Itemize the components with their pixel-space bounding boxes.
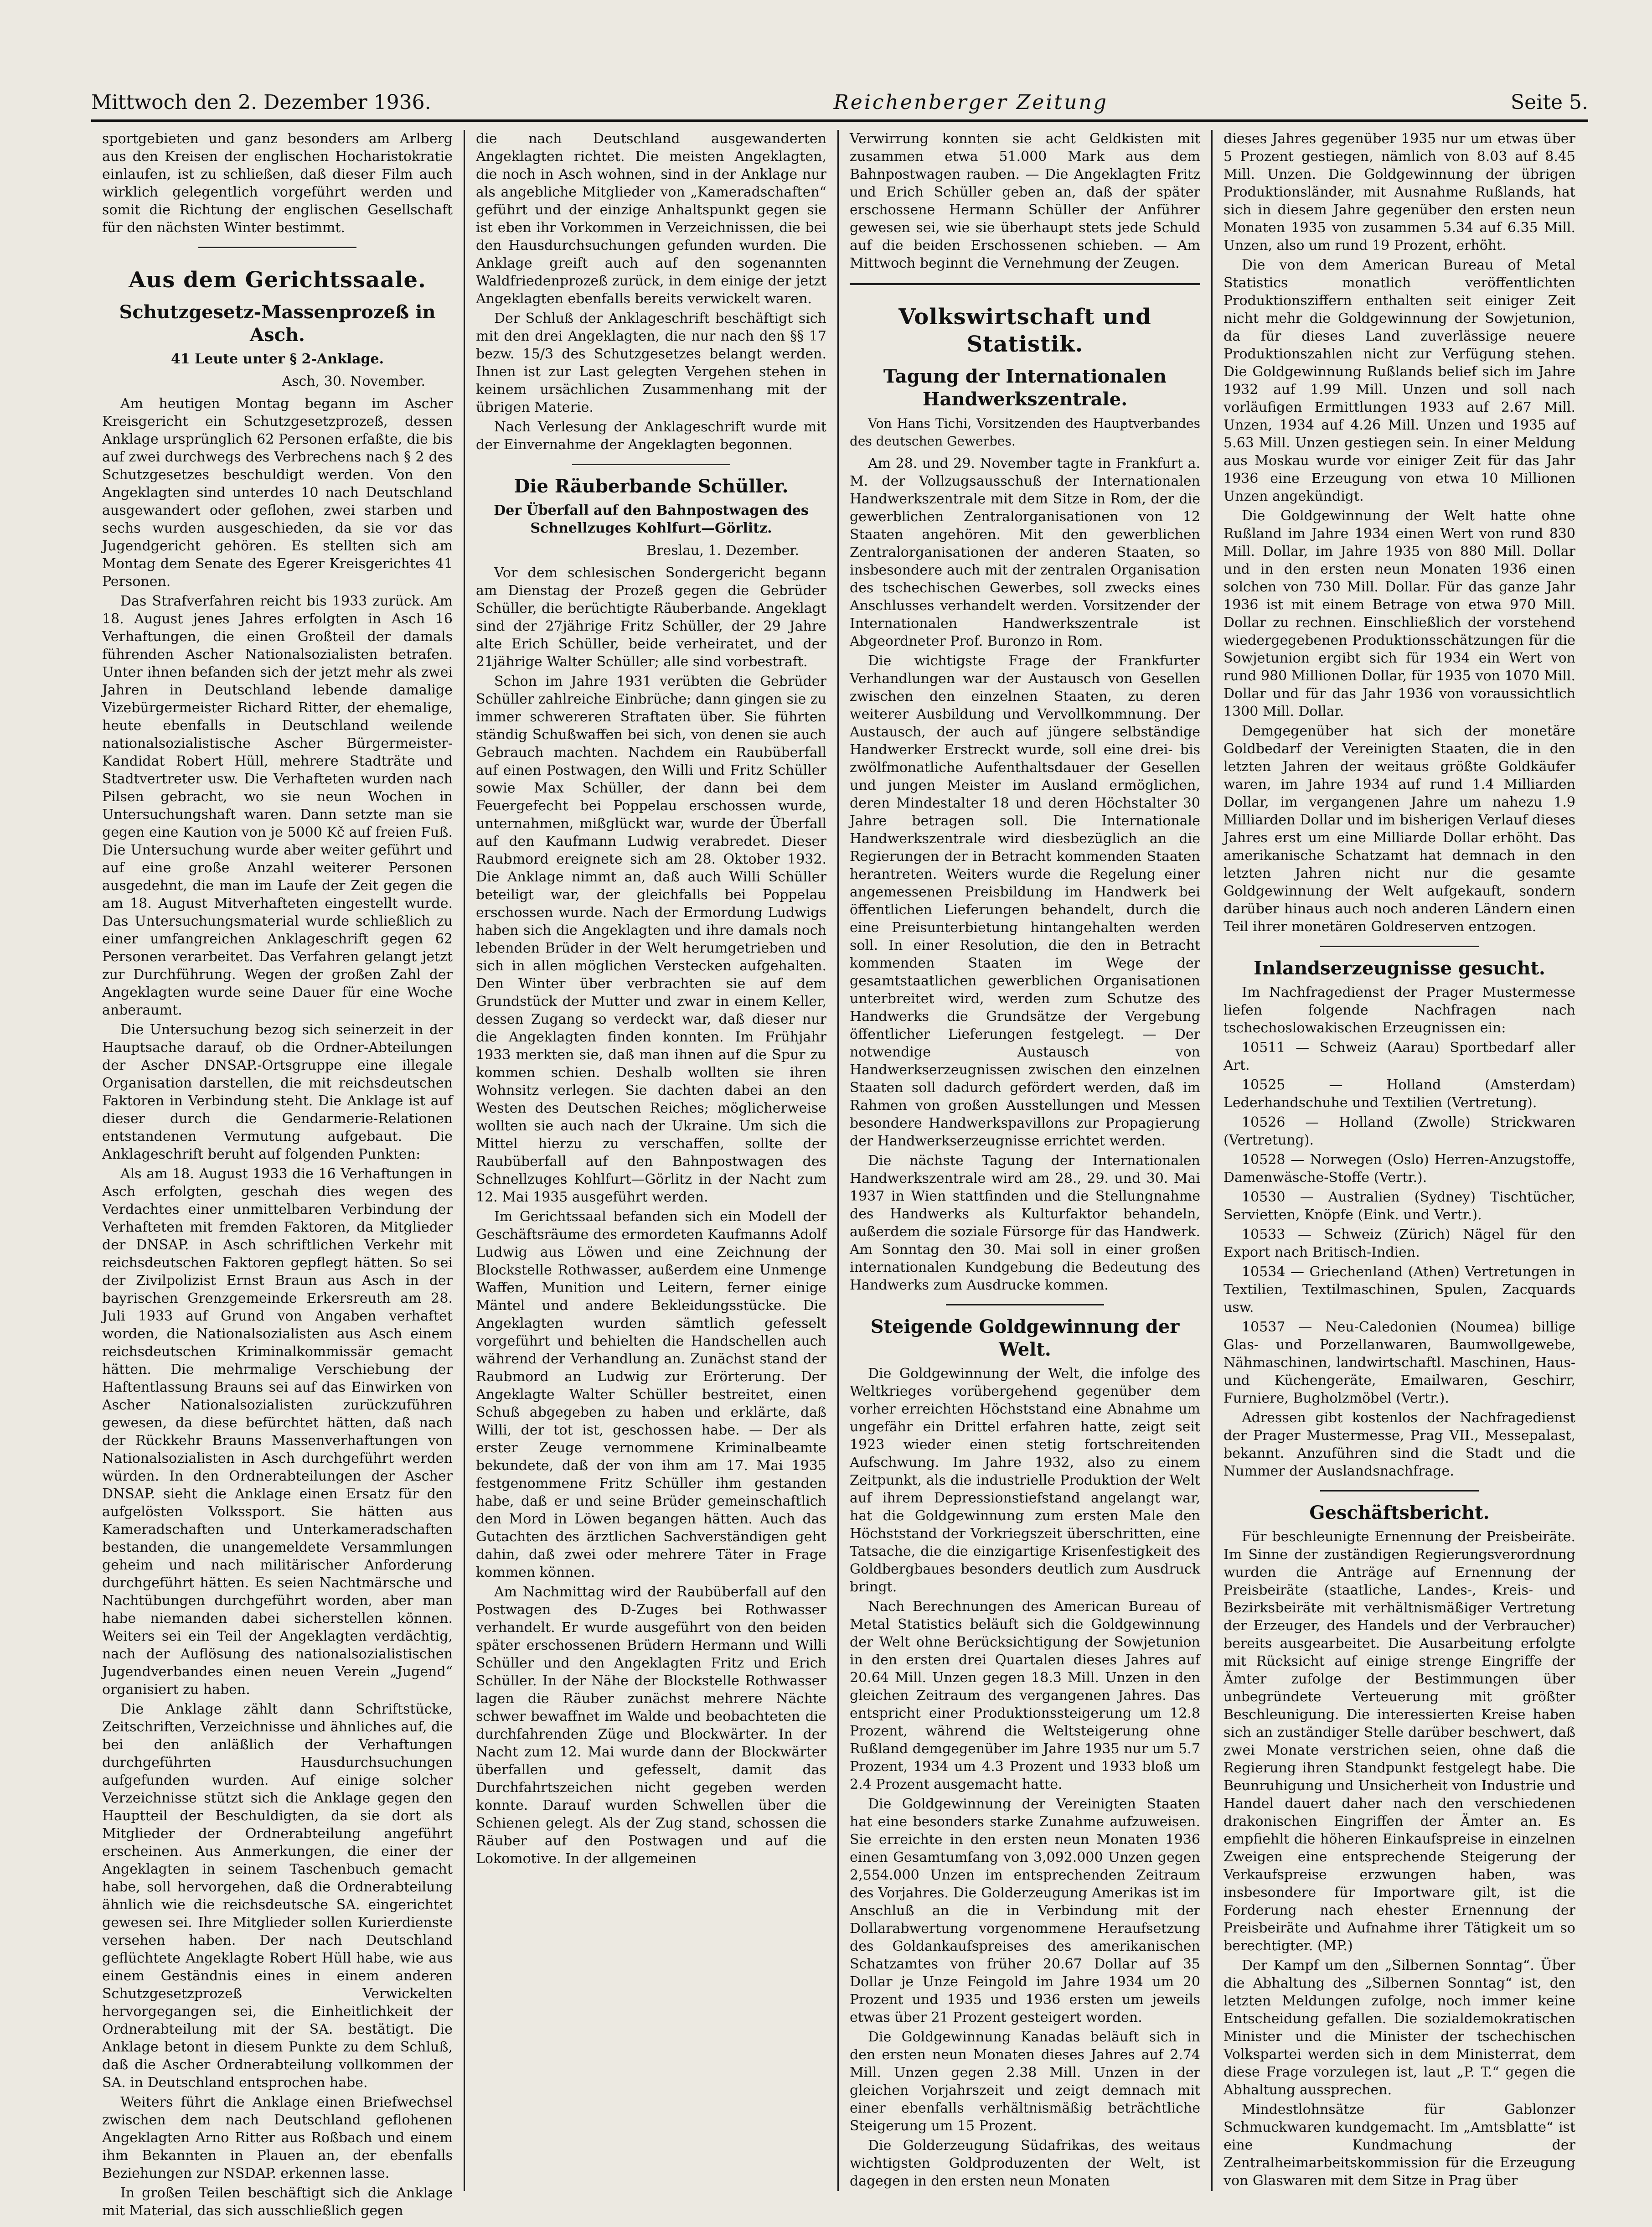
list-item: 10537 — Neu-Caledonien (Noumea) billige Glas- und Porzellanwaren, Baumwollgewebe, Nähmaschinen, landwirtschaftl. Maschinen, Haus- und Küchengeräte, Emailwaren, Geschirr, Furniere, Bugholzmöbel (Vertr.). (1224, 1319, 1575, 1406)
article-title: Geschäftsbericht. (1309, 1502, 1490, 1523)
dateline: Breslau, 1. Dezember. (646, 543, 799, 559)
paragraph: Als am 18. August 1933 die 16 Verhaftungen in Asch erfolgten, geschah dies wegen des Verdachtes einer unmittelbaren Verbindung der Verhafteten mit fremden Faktoren, da Mitglieder der DNSAP. in Asch schriftlichen Verkehr mit reichsdeutschen Faktoren gepflegt hätten. So sei der Zivilpolizist Ernst Braun aus Asch in der bayrischen Grenzgemeinde Erkersreuth am 28. Juli 1933 auf Grund von Angaben verhaftet worden, die Nationalsozialisten aus Asch einem reichsdeutschen Kriminalkommissär gemacht hätten. Die mehrmalige Verschiebung der Haftentlassung Brauns sei auf das Einwirken von Ascher Nationalsozialisten zurückzuführen gewesen, da diese befürchtet hätten, daß nach der Rückkehr Brauns Massenverhaftungen von Nationalsozialisten in Asch durchgeführt werden würden. In den Ordnerabteilungen der Ascher DNSAP. sieht die Anklage einen Ersatz für den aufgelösten Volkssport. Sie hätten aus Kameradschaften und Unterkameradschaften bestanden, die unangemeldete Versammlungen geheim und nach militärischer Anforderung durchgeführt hätten. Es seien Nachtmärsche und Nachtübungen durchgeführt worden, aber man habe niemanden dabei sicherstellen können. Weiters sei ein Teil der Angeklagten verdächtig, nach der Auflösung des nationalsozialistischen Jugendverbandes einen neuen Verein „Jugend“ organisiert zu haben. (102, 1166, 453, 1698)
page-number: Seite 5. (1511, 91, 1588, 114)
divider (572, 464, 730, 465)
divider (1320, 946, 1478, 947)
header-date: Mittwoch den 2. Dezember 1936. (91, 91, 431, 114)
article-title: Steigende Goldgewinnung der Welt. (870, 1316, 1180, 1360)
paragraph: Nach Berechnungen des American Bureau of Metal Statistics beläuft sich die Goldgewinnung der Welt ohne Berücksichtigung der Sowjetunion in den ersten drei Quartalen dieses Jahres auf 20.64 Mill. Unzen gegen 18.3 Mill. Unzen in den gleichen Zeitraum des vergangenen Jahres. Das entspricht einer Produktionssteigerung um 12.8 Prozent, während die Weltsteigerung ohne Rußland demgegenüber im Jahre 1935 nur um 5.7 Prozent, 1934 um 4.3 Prozent und 1933 bloß um 2.4 Prozent ausgemacht hatte. (850, 1599, 1200, 1792)
list-item: 10525 — Holland (Amsterdam) Lederhandschuhe und Textilien (Vertretung). (1224, 1077, 1575, 1111)
newspaper-title: Reichenberger Zeitung (833, 91, 1108, 114)
section-heading: Aus dem Gerichtssaale. (129, 267, 426, 293)
paragraph: Weiters führt die Anklage einen Briefwechsel zwischen dem nach Deutschland geflohenen Angeklagten Arno Ritter aus Roßbach und einem ihm Bekannten in Plauen an, der ebenfalls Beziehungen zur NSDAP. erkennen lasse. (102, 2094, 453, 2181)
paragraph: Die von dem American Bureau of Metal Statistics monatlich veröffentlichten Produktionsziffern enthalten seit einiger Zeit nicht mehr die Goldgewinnung der Sowjetunion, da für dieses Land zuverlässige neuere Produktionszahlen nicht zur Verfügung stehen. Die Goldgewinnung Rußlands belief sich im Jahre 1932 auf 1.99 Mill. Unzen und soll nach vorläufigen Ermittlungen 1933 auf 2.67 Mill. Unzen, 1934 auf 4.26 Mill. Unzen und 1935 auf 5.63 Mill. Unzen gestiegen sein. In einer Meldung aus Moskau wurde vor einiger Zeit für das Jahr 1936 eine Erzeugung von etwa 10 Millionen Unzen angekündigt. (1224, 257, 1575, 504)
byline: Von Hans Tichi, Vorsitzenden des Hauptverbandes des deutschen Gewerbes. (850, 416, 1200, 449)
paragraph: Vor dem schlesischen Sondergericht begann am Dienstag der Prozeß gegen die Gebrüder Schüller, die berüchtigte Räuberbande. Angeklagt sind der 27jährige Fritz Schüller, der 29 Jahre alte Erich Schüller, beide verheiratet, und der 21jährige Walter Schüller; alle sind vorbestraft. (476, 565, 826, 670)
dateline: Asch, 30. November. (282, 373, 425, 389)
column-3 (839, 130, 1213, 2191)
paragraph: Am 28. und 29. November tagte in Frankfurt a. M. der Vollzugsausschuß der Internationalen Handwerkszentrale mit dem Sitze in Rom, der die gewerblichen Zentralorganisationen von 12 Staaten angehören. Mit den gewerblichen Zentralorganisationen der anderen Staaten, so insbesondere auch mit der zentralen Organisation des tschechischen Gewerbes, soll zwecks eines Anschlusses verhandelt werden. Vorsitzender der Internationalen Handwerkszentrale ist Abgeordneter Prof. Buronzo in Rom. (850, 456, 1200, 649)
paragraph: die nach Deutschland ausgewanderten Angeklagten richtet. Die meisten Angeklagten, die noch in Asch wohnen, sind in der Anklage nur als angebliche Mitglieder von „Kameradschaften“ geführt und der einzige Anhaltspunkt gegen sie ist eben ihr Vorkommen in Verzeichnissen, die bei den Hausdurchsuchungen gefunden wurden. Die Anklage greift auch auf den sogenannten Waldfriedenprozeß zurück, in dem einige der jetzt Angeklagten ebenfalls bereits verwickelt waren. (476, 131, 826, 307)
paragraph: Für beschleunigte Ernennung der Preisbeiräte. Im Sinne der zuständigen Regierungsverordnung wurden die Anträge auf Ernennung der Preisbeiräte (staatliche, Landes-, Kreis- und Bezirksbeiräte mit verhältnismäßiger Vertretung der Erzeuger, des Handels und der Verbraucher) bereits ausgearbeitet. Die Ausarbeitung erfolgte mit Rücksicht auf einige strenge Eingriffe der Ämter zufolge der Bestimmungen über unbegründete Verteuerung mit größter Beschleunigung. Die interessierten Kreise haben sich an zuständiger Stelle darüber beschwert, daß zwei Monate verstrichen seien, ohne daß die Regierung ihren Standpunkt festgelegt habe. Die Beunruhigung und Unsicherheit von Industrie und Handel dauert daher nach den verschiedenen drakonischen Eingriffen der Ämter an. Es empfiehlt die höheren Einkaufspreise in einzelnen Zweigen eine entsprechende Steigerung der Verkaufspreise erzwungen haben, was insbesondere für Importware gilt, ist die Forderung nach ehester Ernennung der Preisbeiräte und Aufnahme ihrer Tätigkeit um so berechtigter. (MP.) (1224, 1529, 1575, 1954)
section-heading: Volkswirtschaft und Statistik. (898, 304, 1151, 357)
column-4 (1213, 130, 1586, 2191)
paragraph: Die Goldgewinnung Kanadas beläuft sich in den ersten neun Monaten dieses Jahres auf 2.74 Mill. Unzen gegen 2.38 Mill. Unzen in der gleichen Vorjahrszeit und zeigt demnach mit einer ebenfalls verhältnismäßig beträchtliche Steigerung um 15 Prozent. (850, 2029, 1200, 2134)
list-item: 10528 — Norwegen (Oslo) Herren-Anzugstoffe, Damenwäsche-Stoffe (Vertr.). (1224, 1152, 1575, 1186)
paragraph: Die Untersuchung bezog sich seinerzeit in der Hauptsache darauf, ob die Ordner-Abteilungen der Ascher DNSAP.-Ortsgruppe eine illegale Organisation darstellen, die mit reichsdeutschen Faktoren in Verbindung steht. Die Anklage ist auf dieser durch die Gendarmerie-Relationen entstandenen Vermutung aufgebaut. Die Anklageschrift beruht auf folgenden Punkten: (102, 1022, 453, 1162)
paragraph: dieses Jahres gegenüber 1935 nur um etwas über 5 Prozent gestiegen, nämlich von 8.03 auf 8.45 Mill. Unzen. Die Goldgewinnung der übrigen Produktionsländer, mit Ausnahme Rußlands, hat sich in diesem Jahre gegenüber den ersten neun Monaten 1935 von zusammen 5.34 auf 6.35 Mill. Unzen, also um rund 19 Prozent, erhöht. (1224, 131, 1575, 254)
paragraph: Das Strafverfahren reicht bis 1933 zurück. Am 18. August jenes Jahres erfolgten in Asch 16 Verhaftungen, die einen Großteil der damals führenden Ascher Nationalsozialisten betrafen. Unter ihnen befanden sich der jetzt mehr als zwei Jahren in Deutschland lebende damalige Vizebürgermeister Richard Ritter, der ehemalige, heute ebenfalls in Deutschland weilende nationalsozialistische Ascher Bürgermeister-Kandidat Robert Hüll, mehrere Stadträte und Stadtvertreter usw. Die Verhafteten wurden nach Pilsen gebracht, wo sie neun Wochen in Untersuchungshaft waren. Dann setzte man sie gegen eine Kaution von je 5000 Kč auf freien Fuß. Die Untersuchung wurde aber weiter geführt und auf eine große Anzahl weiterer Personen ausgedehnt, die man im Laufe der Zeit gegen die am 18. August Mitverhafteten eingestellt wurde. Das Untersuchungsmaterial wurde schließlich zu einer umfangreichen Anklageschrift gegen 62 Personen verarbeitet. Das Verfahren gelangt jetzt zur Durchführung. Wegen der großen Zahl der Angeklagten wurde seine Dauer für eine Woche anberaumt. (102, 593, 453, 1018)
paragraph: Die Goldgewinnung der Welt, die infolge des Weltkrieges vorübergehend gegenüber dem vorher erreichten Höchststand eine Abnahme um ungefähr ein Drittel erfahren hatte, zeigt seit 1923 wieder einen stetig fortschreitenden Aufschwung. Im Jahre 1932, also zu einem Zeitpunkt, als die industrielle Produktion der Welt auf ihrem Depressionstiefstand angelangt war, hat die Goldgewinnung zum ersten Male den Höchststand der Vorkriegszeit überschritten, eine Tatsache, die die einzigartige Krisenfestigkeit des Goldbergbaues besonders deutlich zum Ausdruck bringt. (850, 1366, 1200, 1595)
paragraph: Im Gerichtssaal befanden sich ein Modell der Geschäftsräume des ermordeten Kaufmanns Adolf Ludwig aus Löwen und eine Zeichnung der Blockstelle Rothwasser, außerdem eine Unmenge Waffen, Munition und Leitern, ferner einige Mäntel und andere Bekleidungsstücke. Die Angeklagten wurden sämtlich gefesselt vorgeführt und behielten die Handschellen auch während der Verhandlung an. Zunächst stand der Raubmord an Ludwig zur Erörterung. Der Angeklagte Walter Schüller bestreitet, einen Schuß abgegeben zu haben und erklärte, daß Willi, der tot ist, geschossen habe. — Der als erster Zeuge vernommene Kriminalbeamte bekundete, daß der von ihm am 17. Mai 1935 festgenommene Fritz Schüller ihm gestanden habe, daß er und seine Brüder gemeinschaftlich den Mord in Löwen begangen hätten. Auch das Gutachten des ärztlichen Sachverständigen geht dahin, daß zwei oder mehrere Täter in Frage kommen können. (476, 1209, 826, 1580)
paragraph: Der Schluß der Anklageschrift beschäftigt sich mit den drei Angeklagten, die nur nach den §§ 17 bezw. 15/3 des Schutzgesetzes belangt werden. Ihnen ist zur Last gelegten Vergehen stehen in keinem ursächlichen Zusammenhang mit der übrigen Materie. (476, 311, 826, 415)
column-2 (465, 130, 839, 2191)
paragraph: Der Kampf um den „Silbernen Sonntag“. Über die Abhaltung des „Silbernen Sonntag“ ist, den letzten Meldungen zufolge, noch immer keine Entscheidung gefallen. Die sozialdemokratischen Minister und die Minister der tschechischen Volkspartei werden sich in dem Ministerrat, dem diese Frage vorzulegen ist, laut „P. T.“ gegen die Abhaltung aussprechen. (1224, 1958, 1575, 2098)
paragraph: Am Nachmittag wird der Raubüberfall auf den Postwagen des D-Zuges bei Rothwasser verhandelt. Er wurde ausgeführt von den beiden später erschossenen Brüdern Hermann und Willi Schüller und den Angeklagten Fritz und Erich Schüller. In der Nähe der Blockstelle Rothwasser lagen die Räuber zunächst mehrere Nächte schwer bewaffnet im Walde und beobachteten die durchfahrenden Züge und Blockwärter. In der Nacht zum 12. Mai wurde dann der Blockwärter überfallen und gefesselt, damit das Durchfahrtszeichen nicht gegeben werden konnte. Darauf wurden Schwellen über die Schienen gelegt. Als der Zug stand, schossen die Räuber auf den Postwagen und auf die Lokomotive. In der allgemeinen (476, 1584, 826, 1867)
list-item: 10530 — Australien (Sydney) Tischtücher, Servietten, Knöpfe (Eink. und Vertr.). (1224, 1189, 1575, 1223)
article-title: Die Räuberbande Schüller. (514, 476, 789, 497)
paragraph: Adressen gibt kostenlos der Nachfragedienst der Prager Mustermesse, Prag VII., Messepalast, bekannt. Anzuführen sind die Stadt und die Nummer der Auslandsnachfrage. (1224, 1410, 1575, 1479)
divider (1320, 1490, 1478, 1492)
divider (198, 247, 356, 248)
paragraph: Am heutigen Montag begann im Ascher Kreisgericht ein Schutzgesetzprozeß, dessen Anklage ursprünglich 62 Personen erfaßte, die bis auf zwei durchwegs des Verbrechens nach § 2 des Schutzgesetzes beschuldigt werden. Von den Angeklagten sind unterdes 10 nach Deutschland ausgewandert oder geflohen, zwei starben und sechs wurden ausgeschieden, da sie vor das Jugendgericht gehören. Es stellten sich am Montag dem Senate des Egerer Kreisgerichtes 41 Personen. (102, 396, 453, 590)
columns (91, 130, 1591, 2219)
paragraph: Die nächste Tagung der Internationalen Handwerkszentrale wird am 28., 29. und 30. Mai 1937 in Wien stattfinden und die Stellungnahme des Handwerks als Kulturfaktor behandeln, außerdem die soziale Fürsorge für das Handwerk. Am Sonntag den 30. Mai soll in einer großen internationalen Kundgebung die Bedeutung des Handwerks zum Ausdrucke kommen. (850, 1153, 1200, 1293)
paragraph: Im Nachfragedienst der Prager Mustermesse liefen folgende Nachfragen nach tschechoslowakischen Erzeugnissen ein: (1224, 984, 1575, 1036)
list-item: 10533 — Schweiz (Zürich) Nägel für den Export nach Britisch-Indien. (1224, 1227, 1575, 1260)
list-item: 10511 — Schweiz (Aarau) Sportbedarf aller Art. (1224, 1040, 1575, 1073)
paragraph: Die Golderzeugung Südafrikas, des weitaus wichtigsten Goldproduzenten der Welt, ist dagegen in den ersten neun Monaten (850, 2138, 1200, 2189)
paragraph: sportgebieten und ganz besonders am Arlberg aus den Kreisen der englischen Hocharistokratie einlaufen, ist zu schließen, daß dieser Film auch wirklich gelegentlich vorgeführt werden und somit die Richtung der englischen Gesellschaft für den nächsten Winter bestimmt. (102, 131, 453, 236)
paragraph: Die wichtigste Frage der Frankfurter Verhandlungen war der Austausch von Gesellen zwischen den einzelnen Staaten, zu deren weiterer Ausbildung und Vervollkommnung. Der Austausch, der auch auf jüngere selbständige Handwerker Erstreckt wurde, soll eine drei- bis zwölfmonatliche Aufenthaltsdauer der Gesellen und jungen Meister im Ausland ermöglichen, deren Mindestalter 18 und deren Höchstalter 30 Jahre betragen soll. Die Internationale Handwerkszentrale wird diesbezüglich an die Regierungen der in Betracht kommenden Staaten herantreten. Weiters wurde die Regelung einer angemessenen Preisbildung im Handwerk bei öffentlichen Lieferungen behandelt, durch die eine Preisunterbietung hintangehalten werden soll. In einer Resolution, die den in Betracht kommenden Staaten im Wege der gesamtstaatlichen gewerblichen Organisationen unterbreitet wird, werden zum Schutze des Handwerks die Grundsätze der Vergebung öffentlicher Lieferungen festgelegt. — Der notwendige Austausch von Handwerkserzeugnissen zwischen den einzelnen Staaten soll dadurch gefördert werden, daß im Rahmen von großen Ausstellungen und Messen besondere Handwerkspavillons zur Propagierung der Handwerkserzeugnisse errichtet werden. (850, 653, 1200, 1149)
paragraph: Schon im Jahre 1931 verübten die Gebrüder Schüller zahlreiche Einbrüche; dann gingen sie zu immer schwereren Straftaten über. Sie führten ständig Schußwaffen bei sich, von denen sie auch Gebrauch machten. Nachdem ein Raubüberfall auf einen Postwagen, den Willi und Fritz Schüller sowie Max Schüller, der dann bei dem Feuergefecht bei Poppelau erschossen wurde, unternahmen, mißglückt war, wurde der Überfall auf den Kaufmann Ludwig verabredet. Dieser Raubmord ereignete sich am 28. Oktober 1932. Die Anklage nimmt an, daß auch Willi Schüller beteiligt war, der gleichfalls bei Poppelau erschossen wurde. Nach der Ermordung Ludwigs haben sich die Angeklagten und ihre damals noch lebenden Brüder in der Welt herumgetrieben und sich in allen möglichen Verstecken aufgehalten. Den Winter über verbrachten sie auf dem Grundstück der Mutter und zwar in einem Keller, dessen Zugang so verdeckt war, daß dieser nur die Angeklagten finden konnten. Im Frühjahr 1933 merkten sie, daß man ihnen auf die Spur zu kommen schien. Deshalb wollten sie ihren Wohnsitz verlegen. Sie dachten dabei an den Westen des Deutschen Reiches; möglicherweise wollten sie auch nach der Ukraine. Um sich die Mittel hierzu zu verschaffen, sollte der Raubüberfall auf den Bahnpostwagen des Schnellzuges Kohlfurt—Görlitz in der Nacht zum 12. Mai 1935 ausgeführt werden. (476, 673, 826, 1205)
list-item: 10534 — Griechenland (Athen) Vertretungen in Textilien, Textilmaschinen, Spulen, Zacquards usw. (1224, 1264, 1575, 1315)
paragraph: Verwirrung konnten sie acht Geldkisten mit zusammen etwa 51.000 Mark aus dem Bahnpostwagen rauben. — Die Angeklagten Fritz und Erich Schüller geben an, daß der später erschossene Hermann Schüller der Anführer gewesen sei, wie sie überhaupt stets jede Schuld auf die beiden Erschossenen schieben. — Am Mittwoch beginnt die Vernehmung der Zeugen. (850, 131, 1200, 271)
article-title: Schutzgesetz-Massenprozeß in Asch. (119, 301, 436, 346)
paragraph: In großen Teilen beschäftigt sich die Anklage mit Material, das sich ausschließlich gegen (102, 2185, 453, 2219)
divider (850, 283, 1200, 285)
page-header (91, 82, 1588, 122)
article-subtitle: 41 Leute unter § 2-Anklage. (170, 351, 384, 367)
divider (946, 1304, 1104, 1305)
article-title: Inlandserzeugnisse gesucht. (1254, 958, 1545, 979)
paragraph: Die Goldgewinnung der Vereinigten Staaten hat eine besonders starke Zunahme aufzuweisen. Sie erreichte in den ersten neun Monaten 1936 einen Gesamtumfang von 3,092.000 Unzen gegen 2,554.000 Unzen im entsprechenden Zeitraum des Vorjahres. Die Golderzeugung Amerikas ist im Anschluß an die in Verbindung mit der Dollarabwertung vorgenommene Heraufsetzung des Goldankaufspreises des amerikanischen Schatzamtes von früher 20.67 Dollar auf 35 Dollar je Unze Feingold im Jahre 1934 um 20 Prozent und 1935 und 1936 ersten um jeweils etwas über 21 Prozent gesteigert worden. (850, 1796, 1200, 2025)
column-1 (91, 130, 465, 2219)
paragraph: Nach Verlesung der Anklageschrift wurde mit der Einvernahme der Angeklagten begonnen. (476, 419, 826, 453)
list-item: 10526 — Holland (Zwolle) Strickwaren (Vertretung). (1224, 1114, 1575, 1148)
paragraph: Die Anklage zählt dann Schriftstücke, Zeitschriften, Verzeichnisse und ähnliches auf, die bei den anläßlich der Verhaftungen durchgeführten Hausdurchsuchungen aufgefunden wurden. Auf einige solcher Verzeichnisse stützt sich die Anklage gegen den Hauptteil der Beschuldigten, da sie dort als Mitglieder der Ordnerabteilung angeführt erscheinen. Aus Anmerkungen, die einer der Angeklagten in seinem Taschenbuch gemacht habe, soll hervorgehen, daß die Ordnerabteilung ähnlich wie die reichsdeutsche SA. eingerichtet gewesen sei. Ihre Mitglieder sollen Kurierdienste versehen haben. Der nach Deutschland geflüchtete Angeklagte Robert Hüll habe, wie aus einem Geständnis eines in einem anderen Schutzgesetzprozeß Verwickelten hervorgegangen sei, die Einheitlichkeit der Ordnerabteilung mit der SA. bestätigt. Die Anklage betont in diesem Punkte zu dem Schluß, daß die Ascher Ordnerabteilung vollkommen der SA. in Deutschland entsprochen habe. (102, 1701, 453, 2091)
article-subtitle: Der Überfall auf den Bahnpostwagen des Schnellzuges Kohlfurt—Görlitz. (494, 502, 809, 536)
paragraph: Die Goldgewinnung der Welt hatte ohne Rußland im Jahre 1934 einen Wert von rund 830 Mill. Dollar, im Jahre 1935 von 880 Mill. Dollar und in den ersten neun Monaten 1936 einen solchen von 730 Mill. Dollar. Für das ganze Jahr 1936 ist mit einem Betrage von etwa 970 Mill. Dollar zu rechnen. Einschließlich der vorstehend wiedergegebenen Produktionsschätzungen für die Sowjetunion ergibt sich für 1934 ein Wert von rund 980 Millionen Dollar, für 1935 von 1070 Mill. Dollar und für das Jahr 1936 von voraussichtlich 1300 Mill. Dollar. (1224, 508, 1575, 720)
paragraph: Demgegenüber hat sich der monetäre Goldbedarf der Vereinigten Staaten, die in den letzten Jahren der weitaus größte Goldkäufer waren, im Jahre 1934 auf rund 1.4 Milliarden Dollar, im vergangenen Jahre um nahezu 1.9 Milliarden Dollar und im bisherigen Verlauf dieses Jahres erst um eine Milliarde Dollar erhöht. Das amerikanische Schatzamt hat demnach in den letzten Jahren nicht nur die gesamte Goldgewinnung der Welt aufgekauft, sondern darüber hinaus auch noch anderen Ländern einen Teil ihrer monetären Goldreserven entzogen. (1224, 723, 1575, 935)
paragraph: Mindestlohnsätze für Gablonzer Schmuckwaren kundgemacht. Im „Amtsblatte“ ist eine Kundmachung der Zentralheimarbeitskommission für die Erzeugung von Glaswaren mit dem Sitze in Prag über (1224, 2102, 1575, 2189)
article-title: Tagung der Internationalen Handwerkszentrale. (883, 366, 1167, 410)
